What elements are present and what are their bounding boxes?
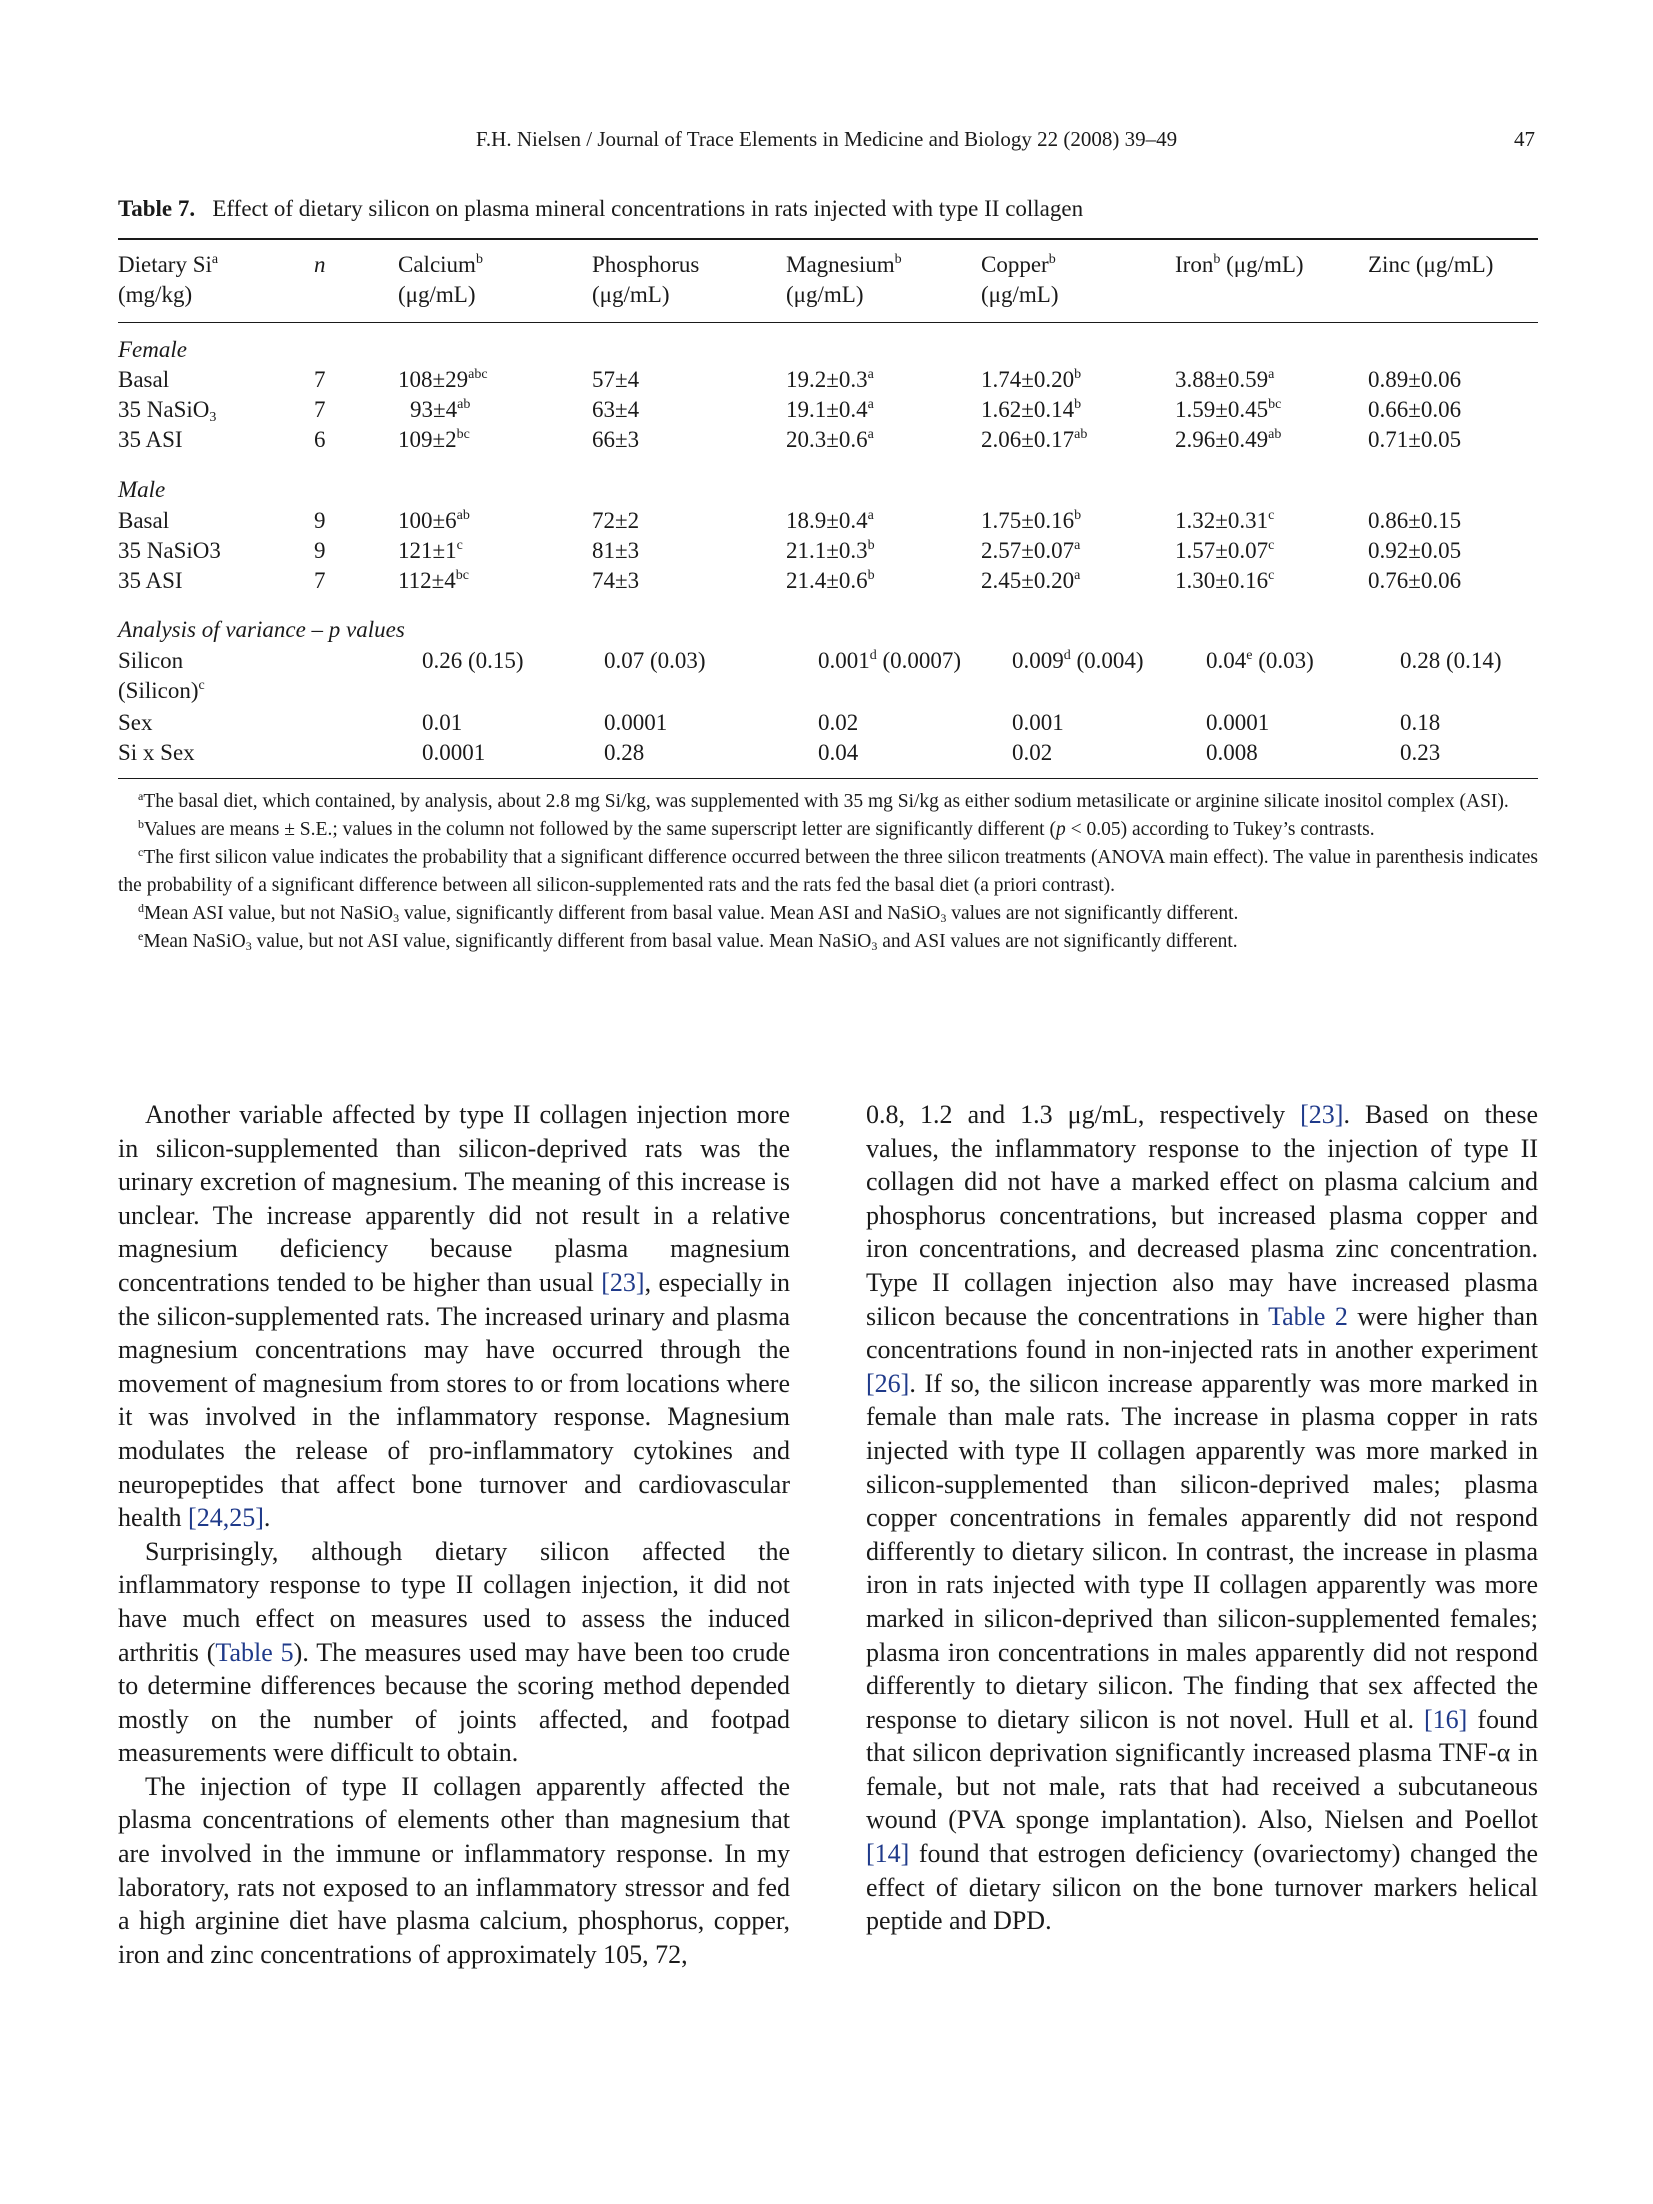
cell-iron: 1.59±0.45$^{bc}$ <box>1175 397 1282 422</box>
header-copper-unit: (μg/mL) <box>981 282 1059 307</box>
cell-magnesium: 18.9±0.4$^a$ <box>786 508 874 533</box>
cell-anova-label: (Silicon)$^c$ <box>118 678 205 703</box>
body-column-left <box>118 1098 790 1971</box>
table-title: Effect of dietary silicon on plasma mineral concentrations in rats injected with type II collagen <box>212 196 1084 221</box>
cell-diet: 35 NaSiO3 <box>118 538 221 563</box>
citation-link[interactable]: [24,25] <box>188 1503 264 1533</box>
cell-calcium: 0.01 <box>422 710 463 735</box>
header-zinc: Zinc (μg/mL) <box>1368 252 1494 277</box>
running-head: F.H. Nielsen / Journal of Trace Elements in Medicine and Biology 22 (2008) 39–49 <box>475 127 1178 151</box>
cell-diet: Basal <box>118 367 170 392</box>
citation-link[interactable]: [23] <box>1300 1100 1344 1129</box>
cell-zinc: 0.92±0.05 <box>1368 538 1462 563</box>
cell-magnesium: 0.04 <box>818 740 859 765</box>
cell-copper: 0.02 <box>1012 740 1053 765</box>
cell-magnesium: 19.2±0.3$^a$ <box>786 367 874 392</box>
cell-phosphorus: 0.28 <box>604 740 645 765</box>
cell-magnesium: 20.3±0.6$^a$ <box>786 427 874 452</box>
cell-iron: 1.30±0.16$^c$ <box>1175 568 1275 593</box>
table-caption <box>118 196 1538 222</box>
cell-phosphorus: 0.07 (0.03) <box>604 648 706 673</box>
cell-magnesium: 21.4±0.6$^b$ <box>786 568 875 593</box>
citation-link[interactable]: [14] <box>866 1839 910 1869</box>
paragraph: Another variable affected by type II collagen injection more in silicon-supplemented than silicon-deprived rats was the urinary excretion of magnesium. The meaning of this increase is unclear. The increase apparently did not result in a relative magnesium deficiency because plasma magnesium concentrations tended to be higher than usual [23], especially in the silicon-supplemented rats. The increased urinary and plasma magnesium concentrations may have occurred through the movement of magnesium from stores to or from locations where it was involved in the inflammatory response. Magnesium modulates the release of pro-inflammatory cytokines and neuropeptides that affect bone turnover and cardiovascular health [24,25]. <box>118 1100 790 1533</box>
cell-n: 7 <box>314 568 326 593</box>
cell-zinc: 0.76±0.06 <box>1368 568 1462 593</box>
header-calcium-unit: (μg/mL) <box>398 282 476 307</box>
cell-n: 7 <box>314 367 326 392</box>
cell-iron: 3.88±0.59$^a$ <box>1175 367 1275 392</box>
body-column-right <box>866 1098 1538 1938</box>
cell-phosphorus: 63±4 <box>592 397 640 422</box>
cell-phosphorus: 74±3 <box>592 568 640 593</box>
cell-zinc: 0.23 <box>1400 740 1441 765</box>
header-phosphorus-unit: (μg/mL) <box>592 282 670 307</box>
paragraph: 0.8, 1.2 and 1.3 μg/mL, respectively [23]. Based on these values, the inflammatory response to the injection of type II collagen did not have a marked effect on plasma calcium and phosphorus concentrations, but increased plasma copper and iron concentrations, and decreased plasma zinc concentration. Type II collagen injection also may have increased plasma silicon because the concentrations in Table 2 were higher than concentrations found in non-injected rats in another experiment [26]. If so, the silicon increase apparently was more marked in female than male rats. The increase in plasma copper in rats injected with type II collagen apparently was more marked in silicon-supplemented than silicon-deprived males; plasma copper concentrations in females apparently did not respond differently to dietary silicon. In contrast, the increase in plasma iron in rats injected with type II collagen apparently was more marked in silicon-deprived than silicon-supplemented females; plasma iron concentrations in males apparently did not respond differently to dietary silicon. The finding that sex affected the response to dietary silicon is not novel. Hull et al. [16] found that silicon deprivation significantly increased plasma TNF-α in female, but not male, rats that had received a subcutaneous wound (PVA sponge implantation). Also, Nielsen and Poellot [14] found that estrogen deficiency (ovariectomy) changed the effect of dietary silicon on the bone turnover markers helical peptide and DPD. <box>866 1100 1539 1936</box>
header-diet-unit: (mg/kg) <box>118 282 193 307</box>
cell-magnesium: 21.1±0.3$^b$ <box>786 538 875 563</box>
cell-iron: 0.008 <box>1206 740 1258 765</box>
cell-iron: 1.32±0.31$^c$ <box>1175 508 1275 533</box>
cell-phosphorus: 57±4 <box>592 367 640 392</box>
section-anova: Analysis of variance – p values <box>118 617 405 642</box>
citation-link[interactable]: [16] <box>1423 1704 1468 1734</box>
cell-anova-label: Sex <box>118 710 153 735</box>
cell-n: 7 <box>314 397 326 422</box>
footnote-d: $^d$Mean ASI value, but not NaSiO$_3$ value, significantly different from basal value. Mean ASI and NaSiO$_3$ values are not significantly different. <box>138 901 1239 925</box>
table-top-rule <box>118 238 1538 240</box>
cell-iron: 0.04e (0.03) <box>1206 648 1314 673</box>
cell-copper: 1.62±0.14$^b$ <box>981 397 1082 422</box>
citation-link[interactable]: [26] <box>866 1368 910 1398</box>
cell-zinc: 0.71±0.05 <box>1368 427 1462 452</box>
cell-phosphorus: 72±2 <box>592 508 640 533</box>
footnote-c: $^c$The first silicon value indicates the probability that a significant difference occurred between the three silicon treatments (ANOVA main effect). The value in parenthesis indicates the probability of a significant difference between all silicon-supplemented rats and the rats fed the basal diet (a priori contrast). <box>118 845 1538 896</box>
table-header-rule <box>118 322 1538 323</box>
cell-calcium: $108\pm 29^{abc}$ <box>398 367 488 392</box>
cell-calcium: $100\pm 6^{ab}$ <box>398 508 470 533</box>
cell-n: 6 <box>314 427 326 452</box>
cell-calcium: 0.26 (0.15) <box>422 648 524 673</box>
cell-zinc: 0.86±0.15 <box>1368 508 1462 533</box>
cell-diet: Basal <box>118 508 170 533</box>
cell-n: 9 <box>314 538 326 563</box>
cell-magnesium: 0.02 <box>818 710 859 735</box>
citation-link[interactable]: [23] <box>601 1267 645 1297</box>
cell-diet: 35 NaSiO$_3$ <box>118 397 217 425</box>
cell-iron: 0.0001 <box>1206 710 1270 735</box>
table-label: Table 7. <box>118 196 196 221</box>
cell-zinc: 0.66±0.06 <box>1368 397 1462 422</box>
table-link[interactable]: Table 5 <box>215 1637 294 1667</box>
cell-copper: 1.75±0.16$^b$ <box>981 508 1082 533</box>
footnote-a: $^a$The basal diet, which contained, by analysis, about 2.8 mg Si/kg, was supplemented with 35 mg Si/kg as either sodium metasilicate or arginine silicate inositol complex (ASI). <box>138 789 1509 812</box>
footnote-e: $^e$Mean NaSiO$_3$ value, but not ASI value, significantly different from basal value. Mean NaSiO$_3$ and ASI values are not significantly different. <box>138 929 1238 953</box>
header-magnesium-unit: (μg/mL) <box>786 282 864 307</box>
cell-magnesium: 0.001$^d$ (0.0007) <box>818 648 962 673</box>
cell-copper: 1.74±0.20$^b$ <box>981 367 1082 392</box>
cell-copper: 2.06±0.17$^{ab}$ <box>981 427 1088 452</box>
header-iron: Iron$^b$ (μg/mL) <box>1175 252 1304 277</box>
cell-phosphorus: 0.0001 <box>604 710 668 735</box>
header-calcium: Calcium$^b$ <box>398 252 483 277</box>
section-female: Female <box>118 337 187 362</box>
cell-n: 9 <box>314 508 326 533</box>
cell-anova-label: Silicon <box>118 648 184 673</box>
header-phosphorus: Phosphorus <box>592 252 700 277</box>
header-magnesium: Magnesium$^b$ <box>786 252 902 277</box>
cell-zinc: 0.18 <box>1400 710 1441 735</box>
cell-zinc: 0.28 (0.14) <box>1400 648 1502 673</box>
cell-diet: 35 ASI <box>118 427 183 452</box>
cell-copper: 0.001 <box>1012 710 1064 735</box>
cell-calcium: 0.0001 <box>422 740 486 765</box>
cell-copper: 0.009$^d$ (0.004) <box>1012 648 1144 673</box>
paragraph: The injection of type II collagen apparently affected the plasma concentrations of elements other than magnesium that are involved in the immune or inflammatory response. In my laboratory, rats not exposed to an inflammatory stressor and fed a high arginine diet have plasma calcium, phosphorus, copper, iron and zinc concentrations of approximately 105, 72, <box>118 1771 790 1969</box>
cell-anova-label: Si x Sex <box>118 740 195 765</box>
page-number: 47 <box>1514 127 1535 151</box>
cell-magnesium: 19.1±0.4$^a$ <box>786 397 874 422</box>
table-bottom-rule <box>118 778 1538 779</box>
cell-copper: 2.57±0.07$^a$ <box>981 538 1081 563</box>
header-copper: Copper$^b$ <box>981 252 1056 277</box>
paragraph: Surprisingly, although dietary silicon affected the inflammatory response to type II collagen injection, it did not have much effect on measures used to assess the induced arthritis (Table 5). The measures used may have been too crude to determine differences because the scoring method depended mostly on the number of joints affected, and footpad measurements were difficult to obtain. <box>118 1536 790 1768</box>
cell-calcium: $93\pm 4^{ab}$ <box>410 397 471 422</box>
cell-copper: 2.45±0.20$^a$ <box>981 568 1081 593</box>
table-footnotes <box>118 788 1538 956</box>
cell-phosphorus: 66±3 <box>592 427 640 452</box>
section-male: Male <box>118 477 166 502</box>
header-diet: Dietary Si$^a$ <box>118 252 219 277</box>
cell-calcium: $112\pm 4^{bc}$ <box>398 568 469 593</box>
table-link[interactable]: Table 2 <box>1268 1301 1348 1331</box>
cell-calcium: $109\pm 2^{bc}$ <box>398 427 470 452</box>
cell-iron: 1.57±0.07$^c$ <box>1175 538 1275 563</box>
cell-calcium: $121\pm 1^c$ <box>398 538 463 563</box>
cell-iron: 2.96±0.49$^{ab}$ <box>1175 427 1282 452</box>
header-n: n <box>314 252 326 277</box>
cell-diet: 35 ASI <box>118 568 183 593</box>
cell-phosphorus: 81±3 <box>592 538 640 563</box>
footnote-b: $^b$Values are means ± S.E.; values in the column not followed by the same superscript letter are significantly different (p < 0.05) according to Tukey’s contrasts. <box>138 817 1375 840</box>
cell-zinc: 0.89±0.06 <box>1368 367 1462 392</box>
